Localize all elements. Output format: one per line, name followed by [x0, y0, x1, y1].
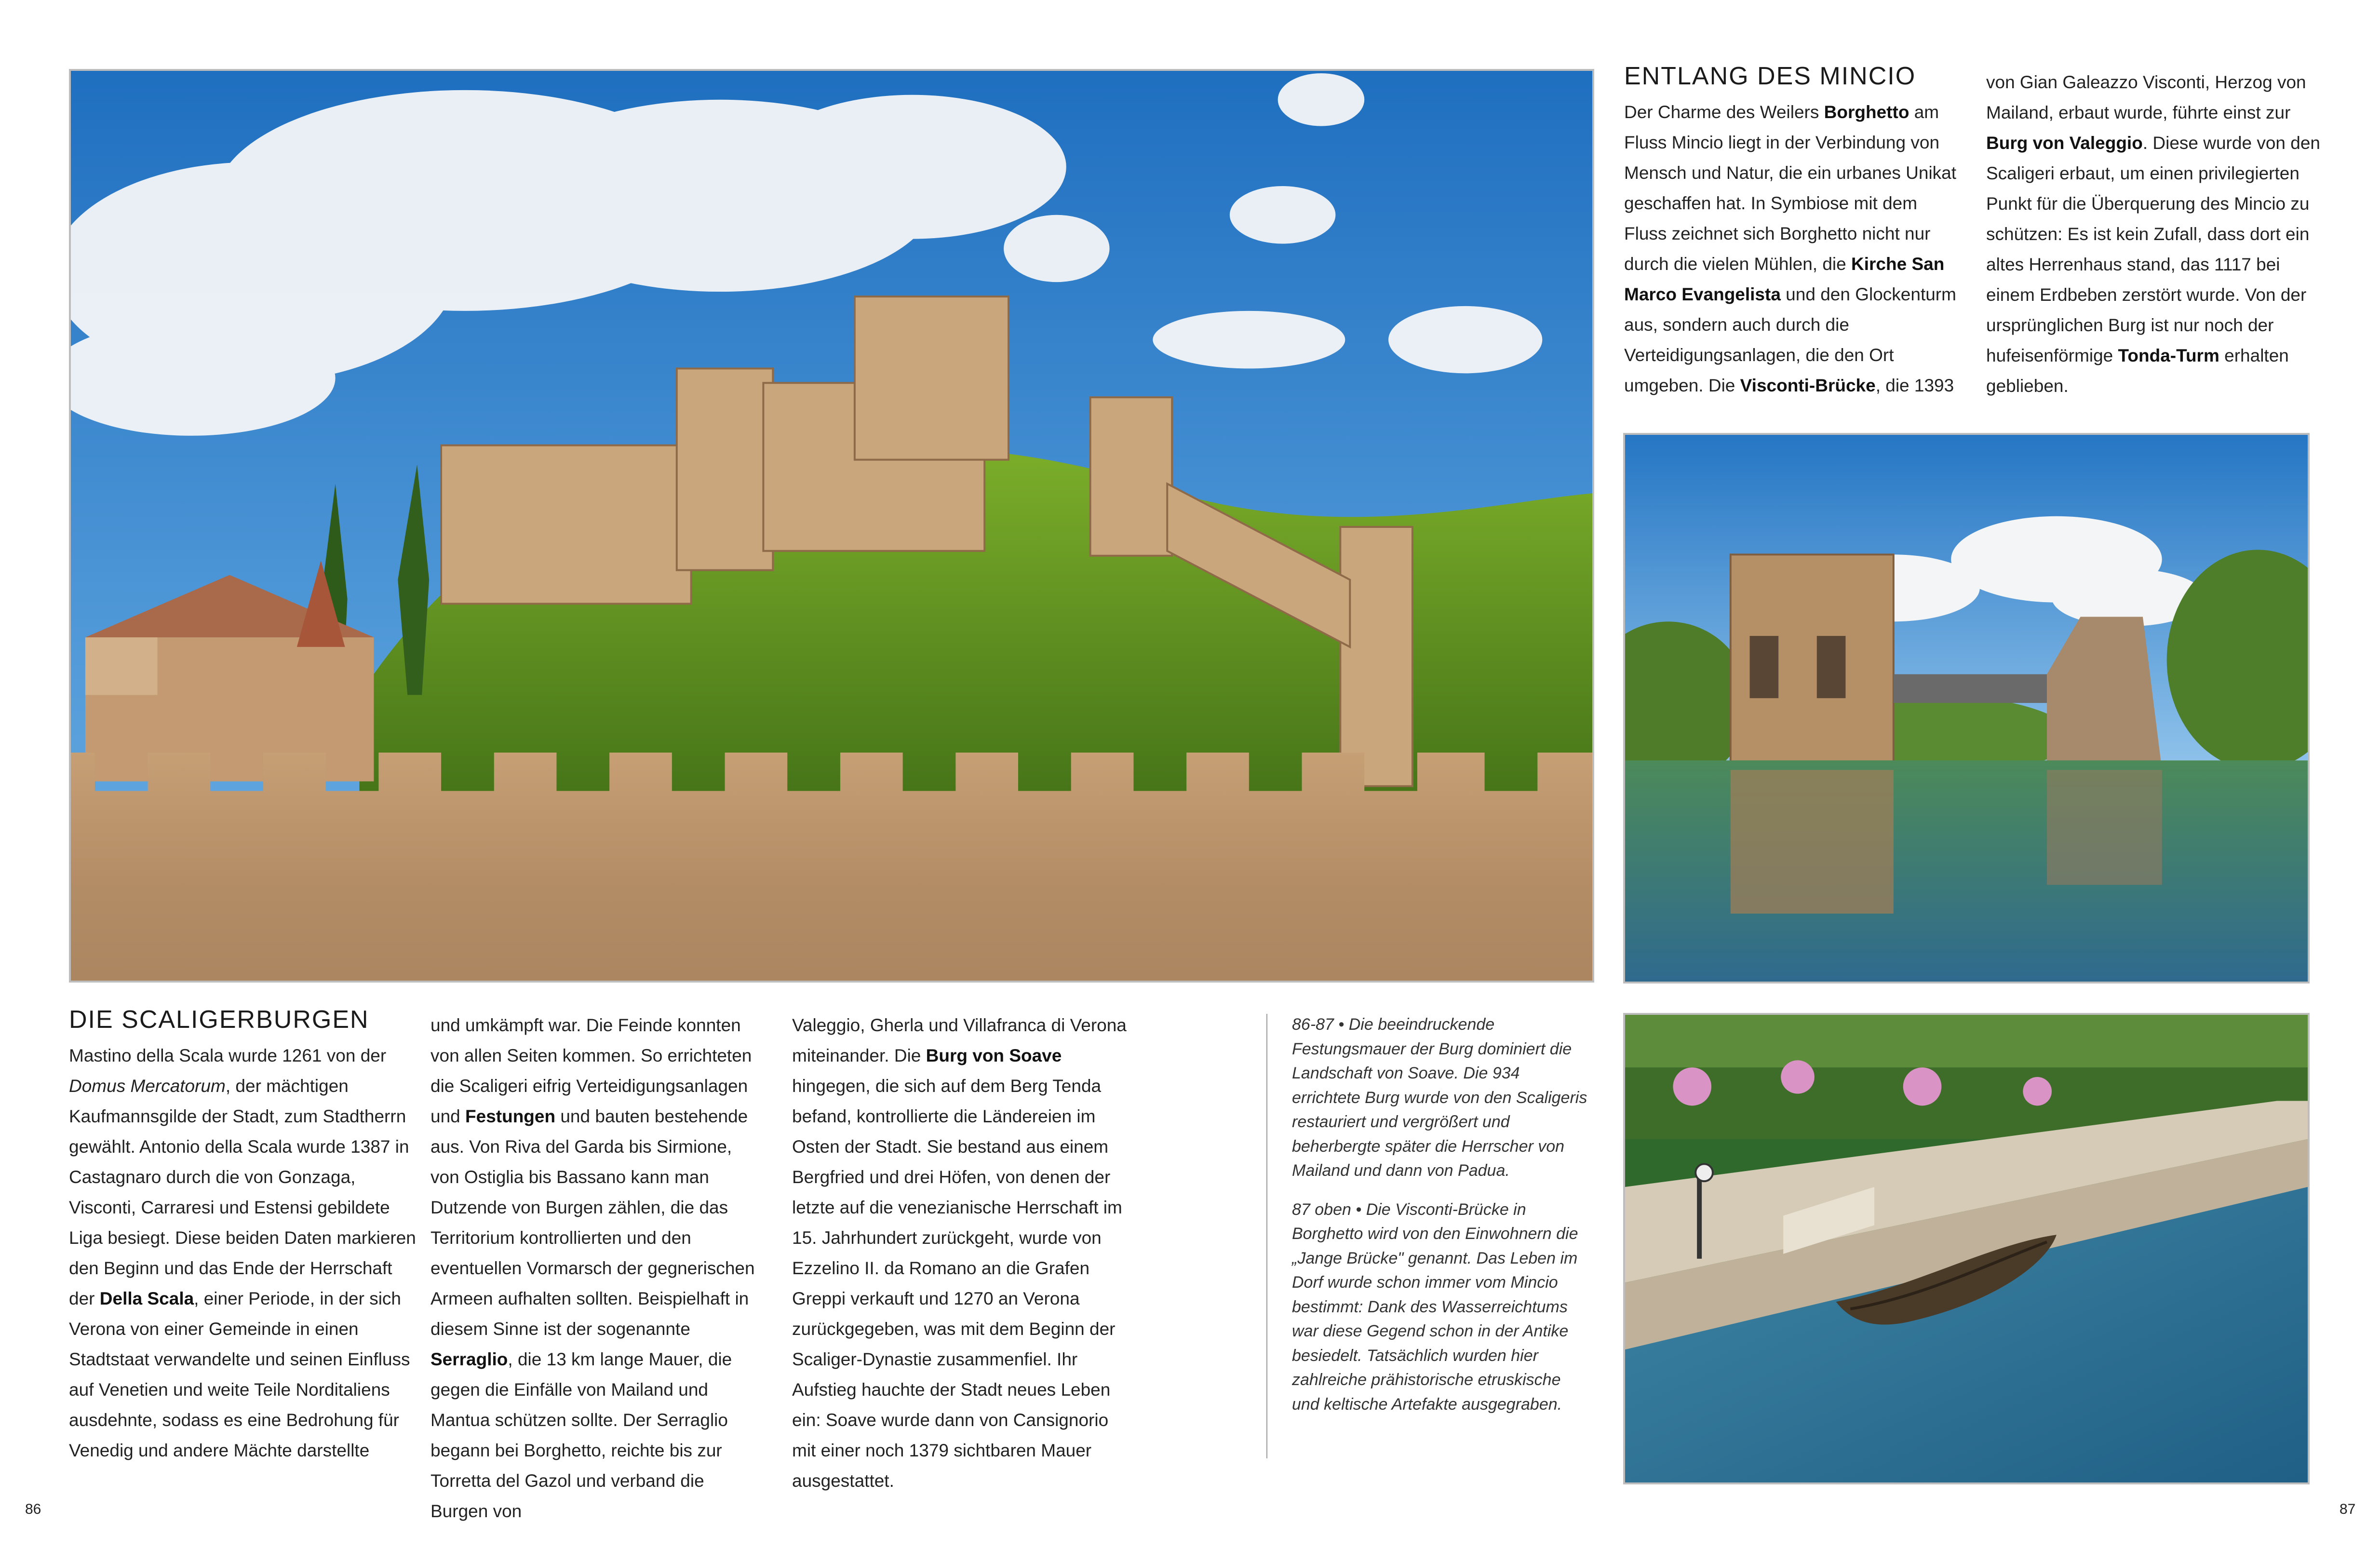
bold-term: Festungen — [465, 1106, 556, 1126]
bold-term: Burg von Soave — [926, 1046, 1062, 1065]
bold-term: Kirche San Marco Evangelista — [1624, 254, 1945, 304]
text-run: von Gian Galeazzo Visconti, Herzog von Mailand, erbaut wurde, führte einst zur — [1986, 72, 2306, 122]
mincio-column-2 — [1986, 67, 2324, 401]
text-run: Mastino della Scala wurde 1261 von der — [69, 1046, 387, 1065]
bold-term: Serraglio — [430, 1349, 508, 1369]
caption-divider — [1266, 1014, 1267, 1458]
scaliger-paragraph-1 — [69, 1040, 416, 1466]
text-run: . Diese wurde von den Scaligeri erbaut, um einen privilegierten Punkt für die Überquerung des Mincio zu schützen: Es ist kein Zufall, dass dort ein altes Herrenhaus stand, das 1117 bei einem Erdbeben zerstört wurde. Von der ursprünglichen Burg ist nur noch der hufeisenförmige — [1986, 133, 2320, 365]
text-run: und den Glockenturm aus, sondern auch durch die Verteidigungsanlagen, die den Ort umgeben. Die — [1624, 284, 1956, 395]
text-run: , einer Periode, in der sich Verona von einer Gemeinde in einen Stadtstaat verwandelte und seinen Einfluss auf Venetien und weite Teile Norditaliens ausdehnte, sodass es eine Bedrohung für Venedig und andere Mächte darstellte — [69, 1289, 410, 1460]
text-run: , die 13 km lange Mauer, die gegen die Einfälle von Mailand und Mantua schützen sollte. Der Serraglio begann bei Borghetto, reichte bis zur Torretta del Gazol und verband die Burgen von — [430, 1349, 732, 1521]
heading-die-scaligerburgen: DIE SCALIGERBURGEN — [69, 1006, 369, 1034]
text-run: und umkämpft war. Die Feinde konnten von allen Seiten kommen. So errichteten die Scaligeri eifrig Verteidigungsanlagen und — [430, 1015, 752, 1126]
text-run: hingegen, die sich auf dem Berg Tenda befand, kontrollierte die Ländereien im Osten der Stadt. Sie bestand aus einem Bergfried und drei Höfen, von denen der letzte auf die venezianische Herrschaft im 15. Jahrhundert zurückgeht, wurde von Ezzelino II. da Romano an die Grafen Greppi verkauft und 1270 an Verona zurückgegeben, was mit dem Beginn der Scaliger-Dynastie zusammenfiel. Ihr Aufstieg hauchte der Stadt neues Leben ein: Soave wurde dann von Cansignorio mit einer noch 1379 sichtbaren Mauer ausgestattet. — [792, 1076, 1122, 1491]
mincio-paragraph-2 — [1986, 67, 2324, 401]
text-run: Valeggio, Gherla und Villafranca di Verona miteinander. Die — [792, 1015, 1127, 1065]
text-run: und bauten bestehende aus. Von Riva del Garda bis Sirmione, von Ostiglia bis Bassano kann man Dutzende von Burgen zählen, die das Territorium kontrollierten und den eventuellen Vormarsch der gegnerischen Armeen aufhalten sollten. Beispielhaft in diesem Sinne ist der sogenannte — [430, 1106, 755, 1339]
text-run: Der Charme des Weilers — [1624, 102, 1824, 122]
mincio-paragraph-1 — [1624, 97, 1962, 401]
castle-photo — [69, 69, 1594, 983]
bold-term: Tonda-Turm — [2118, 346, 2219, 365]
bold-term: Burg von Valeggio — [1986, 133, 2143, 153]
text-run: , der mächtigen Kaufmannsgilde der Stadt, zum Stadtherrn gewählt. Antonio della Scala wurde 1387 in Castagnaro durch die von Gonzaga, Visconti, Carraresi und Estensi gebildete Liga besiegt. Diese beiden Daten markieren den Beginn und das Ende der Herrschaft der — [69, 1076, 416, 1308]
bold-term: Borghetto — [1824, 102, 1909, 122]
caption-86-87: 86-87 • Die beeindruckende Festungsmauer der Burg dominiert die Landschaft von Soave. Die 934 errichtete Burg wurde von den Scaligeris restauriert und vergrößert und beherbergte später die Herrscher von Mailand und dann von Padua. — [1292, 1015, 1587, 1180]
scaliger-column-2 — [430, 1010, 763, 1526]
bridge-photo — [1623, 433, 2310, 983]
heading-entlang-des-mincio: ENTLANG DES MINCIO — [1624, 62, 1916, 90]
photo-captions — [1292, 1012, 1591, 1431]
bold-term: Visconti-Brücke — [1740, 376, 1876, 395]
page-number-left: 86 — [25, 1501, 41, 1517]
scaliger-column-3 — [792, 1010, 1129, 1496]
text-run: erhalten geblieben. — [1986, 346, 2289, 396]
text-run: am Fluss Mincio liegt in der Verbindung von Mensch und Natur, die ein urbanes Unikat geschaffen hat. In Symbiose mit dem Fluss zeichnet sich Borghetto nicht nur durch die vielen Mühlen, die — [1624, 102, 1957, 274]
scaliger-paragraph-3 — [792, 1010, 1129, 1496]
bold-term: Della Scala — [99, 1289, 194, 1308]
text-run: , die 1393 — [1875, 376, 1954, 395]
page-number-right: 87 — [2340, 1501, 2356, 1517]
italic-term: Domus Mercatorum — [69, 1076, 226, 1096]
scaliger-column-1 — [69, 1040, 416, 1466]
scaliger-paragraph-2 — [430, 1010, 763, 1526]
mincio-column-1 — [1624, 97, 1962, 401]
river-boat-photo — [1623, 1013, 2310, 1484]
caption-87-oben: 87 oben • Die Visconti-Brücke in Borghetto wird von den Einwohnern die „Jange Brücke" genannt. Das Leben im Dorf wurde schon immer vom Mincio bestimmt: Dank des Wasserreichtums war diese Gegend schon in der Antike besiedelt. Tatsächlich wurden hier zahlreiche prähistorische etruskische und keltische Artefakte ausgegraben. — [1292, 1200, 1578, 1414]
